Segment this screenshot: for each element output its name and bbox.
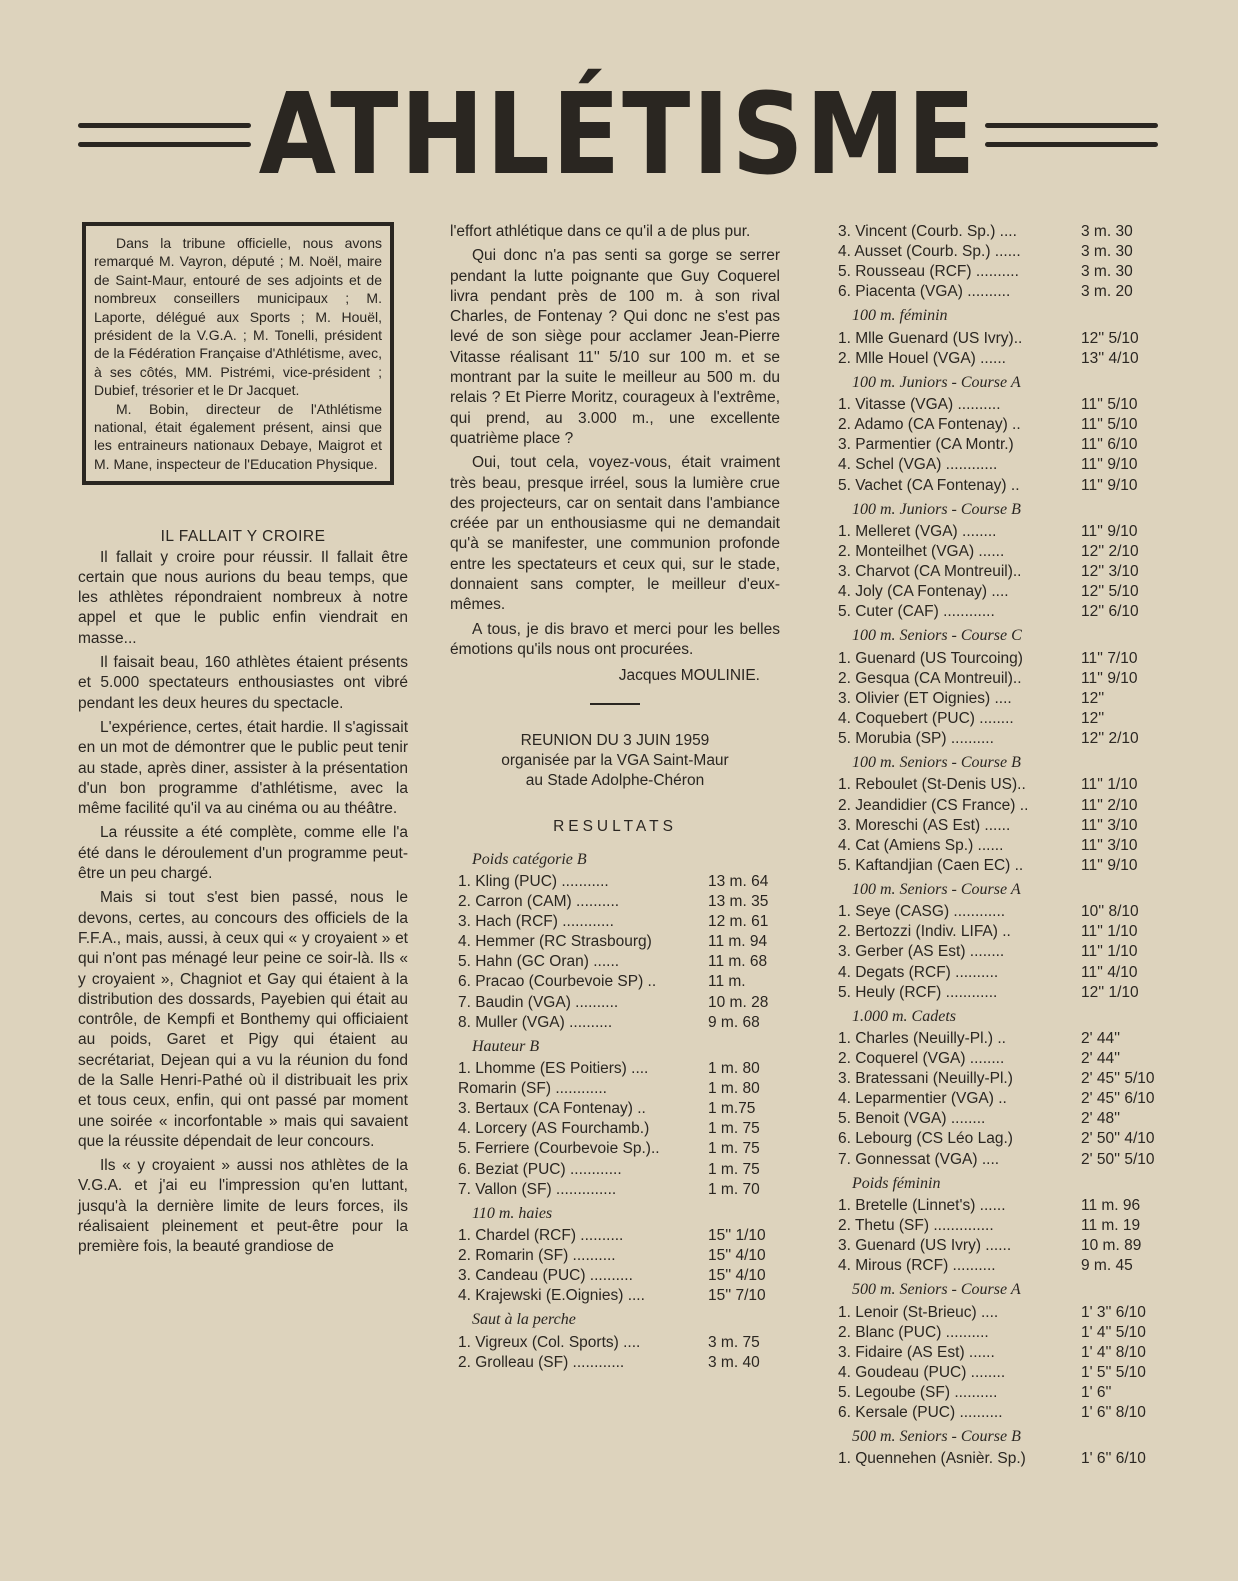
result-value: 15'' 7/10 [708,1287,766,1305]
athlete-name: 1. Kling (PUC) ........... [458,873,609,891]
athlete-name: 5. Hahn (GC Oran) ...... [458,953,620,971]
result-value: 11'' 3/10 [1081,816,1138,834]
result-row [838,689,1165,709]
result-value: 3 m. 20 [1081,283,1133,301]
results-list-column-2 [450,850,780,1373]
result-row [838,1403,1165,1423]
result-row [838,602,1165,622]
result-value: 15'' 1/10 [708,1227,766,1245]
athlete-name: 3. Bratessani (Neuilly-Pl.) [838,1070,1013,1088]
athlete-name: 1. Charles (Neuilly-Pl.) .. [838,1029,1006,1047]
athlete-name: 2. Carron (CAM) .......... [458,893,620,911]
result-value: 2' 44'' [1081,1050,1121,1068]
result-value: 12'' [1081,709,1105,727]
result-row [458,1353,780,1373]
result-value: 9 m. 68 [708,1013,760,1031]
result-value: 3 m. 30 [1081,263,1133,281]
result-row [838,983,1165,1003]
result-value: 1' 4'' 5/10 [1081,1323,1146,1341]
athlete-name: 3. Gerber (AS Est) ........ [838,943,1005,961]
result-value: 15'' 4/10 [708,1267,766,1285]
result-value: 12'' 6/10 [1081,603,1139,621]
athlete-name: 3. Guenard (US Ivry) ...... [838,1237,1012,1255]
result-row [838,242,1165,262]
athlete-name: 1. Quennehen (Asnièr. Sp.) [838,1450,1026,1468]
result-row [458,1099,780,1119]
result-section [830,649,1165,749]
athlete-name: 3. Parmentier (CA Montr.) [838,436,1014,454]
result-value: 11'' 1/10 [1081,943,1138,961]
result-row [838,1449,1165,1469]
result-section-title: 100 m. féminin [852,307,948,325]
result-value: 1' 6'' [1081,1383,1112,1401]
athlete-name: 5. Rousseau (RCF) .......... [838,263,1019,281]
athlete-name: 1. Reboulet (St-Denis US).. [838,776,1026,794]
result-value: 15'' 4/10 [708,1247,766,1265]
article-paragraph: La réussite a été complète, comme elle l'a été dans le déroulement d'un programme peut-être un peu chargé. [78,824,408,883]
result-row [458,993,780,1013]
athlete-name: 1. Vitasse (VGA) .......... [838,396,1001,414]
separator-rule [590,703,640,705]
result-value: 1 m. 70 [708,1180,760,1198]
result-row [838,669,1165,689]
result-row [838,1029,1165,1049]
athlete-name: 5. Benoit (VGA) ........ [838,1110,986,1128]
article-paragraph: l'effort athlétique dans ce qu'il a de plus pur. [450,223,751,240]
athlete-name: 2. Romarin (SF) .......... [458,1247,616,1265]
athlete-name: 1. Vigreux (Col. Sports) .... [458,1333,641,1351]
result-row [458,952,780,972]
result-row [838,856,1165,876]
athlete-name: 2. Gesqua (CA Montreuil).. [838,669,1022,687]
result-section-title: 100 m. Juniors - Course B [852,500,1021,518]
result-value: 1' 4'' 8/10 [1081,1343,1146,1361]
result-value: 1' 3'' 6/10 [1081,1303,1146,1321]
result-row [838,222,1165,242]
result-value: 3 m. 75 [708,1333,760,1351]
result-row [838,1303,1165,1323]
result-value: 12'' 5/10 [1081,583,1139,601]
athlete-name: Romarin (SF) ............ [458,1080,607,1098]
results-list-column-3 [830,222,1165,1470]
column-2 [450,222,780,1373]
result-row [458,1333,780,1353]
result-section [830,329,1165,369]
result-section [450,1226,780,1306]
result-row [838,836,1165,856]
article-heading: IL FALLAIT Y CROIRE [160,528,326,546]
athlete-name: 4. Goudeau (PUC) ........ [838,1363,1006,1381]
athlete-name: 3. Bertaux (CA Fontenay) .. [458,1100,646,1118]
result-row [838,1343,1165,1363]
result-section-title: 100 m. Seniors - Course C [852,627,1022,645]
result-row [458,1226,780,1246]
result-value: 11'' 5/10 [1081,396,1138,414]
result-row [838,542,1165,562]
meeting-line: REUNION DU 3 JUIN 1959 [520,731,710,749]
result-row [838,1109,1165,1129]
meeting-line: au Stade Adolphe-Chéron [525,772,705,790]
result-value: 3 m. 30 [1081,243,1133,261]
result-row [838,1196,1165,1216]
athlete-name: 3. Charvot (CA Montreuil).. [838,563,1022,581]
athlete-name: 2. Coquerel (VGA) ........ [838,1050,1005,1068]
result-value: 11 m. 19 [1081,1217,1141,1235]
result-row [838,349,1165,369]
result-row [838,395,1165,415]
athlete-name: 2. Grolleau (SF) ............ [458,1353,625,1371]
result-row [838,1129,1165,1149]
athlete-name: 2. Bertozzi (Indiv. LIFA) .. [838,923,1011,941]
athlete-name: 5. Legoube (SF) .......... [838,1383,998,1401]
athlete-name: 1. Bretelle (Linnet's) ...... [838,1196,1006,1214]
result-value: 10 m. 28 [708,993,769,1011]
results-title: RESULTATS [553,818,677,836]
result-row [458,1266,780,1286]
athlete-name: 2. Jeandidier (CS France) .. [838,796,1029,814]
result-row [458,1286,780,1306]
result-value: 11'' 3/10 [1081,836,1138,854]
result-section [830,1303,1165,1424]
article-paragraph: Mais si tout s'est bien passé, nous le devons, certes, au concours des officiels de la F.F.A., mais, aussi, à ceux qui « y croyaient » et qui n'ont pas ménagé leur peine ce soir-là. Ils « y croyaient », Chagniot et Gay qui étaient à la distribution des dossards, Payebien qui était au contrôle, de Kempfi et Bonthemy qui officiaient au poids, Garet et Pigy qui étaient au secrétariat, Dejean qui a vu la réunion du fond de la Salle Henri-Pathé où il distribuait les prix et tous ceux, enfin, qui ont passé par moment une soirée « incorfontable » mais qui savaient que la réussite dépendait de leur concours. [78,889,408,1150]
athlete-name: 1. Mlle Guenard (US Ivry).. [838,329,1023,347]
athlete-name: 8. Muller (VGA) .......... [458,1013,613,1031]
athlete-name: 6. Piacenta (VGA) .......... [838,283,1011,301]
athlete-name: 7. Vallon (SF) .............. [458,1180,617,1198]
athlete-name: 4. Leparmentier (VGA) .. [838,1090,1007,1108]
result-row [458,1160,780,1180]
result-row [838,729,1165,749]
article-paragraph: Il fallait y croire pour réussir. Il fallait être certain que nous aurions du beau temps, que les athlètes répondraient nombreux à notre appel et que le public enfin viendrait en masse... [78,548,408,647]
result-value: 12'' 1/10 [1081,983,1139,1001]
left-double-rule [78,123,251,147]
result-row [838,262,1165,282]
result-value: 2' 45'' 6/10 [1081,1090,1155,1108]
result-value: 1 m. 75 [708,1140,760,1158]
box-paragraph: M. Bobin, directeur de l'Athlétisme national, était également présent, ainsi que les entraineurs nationaux Debaye, Maigrot et M. Mane, inspecteur de l'Education Physique. [94,400,382,472]
result-value: 11'' 5/10 [1081,416,1138,434]
athlete-name: 1. Guenard (US Tourcoing) [838,649,1023,667]
page-title: ATHLÉTISME [258,68,978,200]
result-value: 10'' 8/10 [1081,903,1139,921]
result-section-title: 500 m. Seniors - Course B [852,1428,1021,1446]
result-row [838,902,1165,922]
athlete-name: 2. Blanc (PUC) .......... [838,1323,989,1341]
result-row [458,1079,780,1099]
result-section [830,775,1165,875]
result-section-title: 110 m. haies [472,1204,553,1222]
result-value: 12'' 2/10 [1081,543,1139,561]
result-value: 12'' 5/10 [1081,329,1139,347]
result-section-title: 100 m. Juniors - Course A [852,373,1021,391]
result-row [838,476,1165,496]
athlete-name: 5. Cuter (CAF) ............ [838,603,995,621]
result-value: 11 m. [708,973,746,991]
result-row [458,932,780,952]
result-row [458,892,780,912]
athlete-name: 3. Hach (RCF) ............ [458,913,614,931]
article-paragraph: Ils « y croyaient » aussi nos athlètes de la V.G.A. et j'ai eu l'impression qu'en luttant, jusqu'à la dernière limite de leurs forces, ils réalisaient pleinement et peut-être pour la première fois, la beauté grandiose de [78,1157,408,1256]
result-value: 2' 50'' 5/10 [1081,1150,1155,1168]
athlete-name: 7. Gonnessat (VGA) .... [838,1150,1000,1168]
athlete-name: 1. Lhomme (ES Poitiers) .... [458,1060,649,1078]
result-value: 11'' 9/10 [1081,456,1138,474]
result-value: 1 m. 75 [708,1160,760,1178]
athlete-name: 2. Mlle Houel (VGA) ...... [838,349,1006,367]
article-paragraph: L'expérience, certes, était hardie. Il s'agissait en un mot de démontrer que le public peut tenir au stade, après diner, assister à la présentation d'un bon programme d'athlétisme, avec la même facilité qu'il va au cinéma ou au théâtre. [78,718,408,818]
result-row [838,435,1165,455]
result-row [458,1246,780,1266]
athlete-name: 1. Seye (CASG) ............ [838,903,1006,921]
result-value: 11'' 4/10 [1081,963,1138,981]
article-paragraph: Il faisait beau, 160 athlètes étaient présents et 5.000 spectateurs enthousiastes ont vibré pendant les deux heures du spectacle. [78,654,408,712]
result-value: 12 m. 61 [708,913,769,931]
result-section [830,522,1165,622]
athlete-name: 4. Cat (Amiens Sp.) ...... [838,836,1004,854]
athlete-name: 5. Heuly (RCF) ............ [838,983,998,1001]
result-value: 3 m. 40 [708,1353,760,1371]
result-section [830,395,1165,495]
result-value: 2' 50'' 4/10 [1081,1130,1155,1148]
result-value: 1' 6'' 8/10 [1081,1404,1146,1422]
result-row [458,972,780,992]
result-section [830,1029,1165,1170]
result-row [838,649,1165,669]
result-row [838,455,1165,475]
result-row [458,1013,780,1033]
result-row [838,1150,1165,1170]
result-value: 12'' 3/10 [1081,563,1139,581]
result-row [838,709,1165,729]
result-value: 1 m. 80 [708,1080,760,1098]
result-value: 11'' 2/10 [1081,796,1138,814]
athlete-name: 4. Coquebert (PUC) ........ [838,709,1014,727]
headline [78,68,1158,200]
result-value: 1 m. 75 [708,1120,760,1138]
result-row [838,522,1165,542]
athlete-name: 1. Chardel (RCF) .......... [458,1227,624,1245]
result-row [458,1119,780,1139]
result-row [838,775,1165,795]
result-value: 1' 5'' 5/10 [1081,1363,1146,1381]
athlete-name: 6. Kersale (PUC) .......... [838,1404,1003,1422]
result-row [838,1049,1165,1069]
athlete-name: 3. Vincent (Courb. Sp.) .... [838,223,1017,240]
result-row [838,796,1165,816]
athlete-name: 2. Monteilhet (VGA) ...... [838,543,1005,561]
result-row [838,562,1165,582]
athlete-name: 5. Ferriere (Courbevoie Sp.).. [458,1140,660,1158]
meeting-line: organisée par la VGA Saint-Maur [501,751,729,769]
official-guests-box [82,222,394,485]
result-section-title: Hauteur B [472,1037,540,1055]
athlete-name: 4. Schel (VGA) ............ [838,456,998,474]
result-value: 3 m. 30 [1081,223,1133,240]
result-section-title: 1.000 m. Cadets [852,1007,956,1025]
result-value: 1' 6'' 6/10 [1081,1450,1146,1468]
result-row [458,1180,780,1200]
result-value: 13 m. 64 [708,873,769,891]
article-paragraph: A tous, je dis bravo et merci pour les belles émotions qu'ils nous ont procurées. [450,620,780,658]
result-row [838,1236,1165,1256]
author-signature: Jacques MOULINIE. [618,667,760,685]
athlete-name: 4. Joly (CA Fontenay) .... [838,583,1009,601]
athlete-name: 7. Baudin (VGA) .......... [458,993,619,1011]
athlete-name: 4. Krajewski (E.Oignies) .... [458,1287,645,1305]
result-value: 9 m. 45 [1081,1257,1133,1275]
result-row [458,872,780,892]
result-row [838,1363,1165,1383]
athlete-name: 6. Beziat (PUC) ............ [458,1160,622,1178]
result-row [458,912,780,932]
athlete-name: 4. Lorcery (AS Fourchamb.) [458,1120,650,1138]
result-section [830,222,1165,302]
result-section [830,902,1165,1002]
result-row [838,1069,1165,1089]
result-section [450,872,780,1033]
athlete-name: 4. Ausset (Courb. Sp.) ...... [838,243,1021,261]
result-section-title: 500 m. Seniors - Course A [852,1281,1021,1299]
result-row [838,816,1165,836]
result-row [838,1216,1165,1236]
result-row [838,415,1165,435]
athlete-name: 5. Vachet (CA Fontenay) .. [838,476,1020,494]
athlete-name: 1. Melleret (VGA) ........ [838,522,997,540]
result-value: 13 m. 35 [708,893,769,911]
result-value: 11 m. 68 [708,953,768,971]
result-value: 10 m. 89 [1081,1237,1142,1255]
result-value: 13'' 4/10 [1081,349,1139,367]
result-row [838,582,1165,602]
result-section [830,1449,1165,1469]
result-section [450,1059,780,1200]
result-row [458,1139,780,1159]
result-row [838,922,1165,942]
athlete-name: 4. Degats (RCF) .......... [838,963,999,981]
result-row [838,1256,1165,1276]
result-value: 11 m. 96 [1081,1196,1141,1214]
result-row [838,282,1165,302]
result-row [838,963,1165,983]
athlete-name: 2. Adamo (CA Fontenay) .. [838,416,1021,434]
athlete-name: 3. Moreschi (AS Est) ...... [838,816,1011,834]
athlete-name: 6. Pracao (Courbevoie SP) .. [458,973,657,991]
athlete-name: 3. Candeau (PUC) .......... [458,1267,633,1285]
athlete-name: 4. Hemmer (RC Strasbourg) [458,933,652,951]
result-value: 11'' 9/10 [1081,856,1138,874]
result-value: 1 m. 80 [708,1060,760,1078]
result-value: 11'' 7/10 [1081,649,1138,667]
box-paragraph: Dans la tribune officielle, nous avons remarqué M. Vayron, député ; M. Noël, maire de Saint-Maur, entouré de ses adjoints et de nombreux conseillers municipaux ; M. Laporte, délégué aux Sports ; M. Houël, président de la V.G.A. ; M. Tonelli, président de la Fédération Française d'Athlétisme, avec, à ses côtés, MM. Pistrémi, vice-président ; Dubief, trésorier et le Dr Jacquet. [94,235,382,399]
result-section [450,1333,780,1373]
athlete-name: 2. Thetu (SF) .............. [838,1217,994,1235]
result-row [838,1323,1165,1343]
result-row [458,1059,780,1079]
result-section-title: Poids féminin [852,1174,941,1192]
result-value: 12'' 2/10 [1081,730,1139,748]
result-value: 11'' 9/10 [1081,522,1138,540]
result-value: 11'' 1/10 [1081,776,1138,794]
result-value: 2' 44'' [1081,1029,1121,1047]
result-value: 11'' 9/10 [1081,669,1138,687]
result-section [830,1196,1165,1276]
result-value: 2' 45'' 5/10 [1081,1070,1155,1088]
result-value: 11'' 9/10 [1081,476,1138,494]
result-value: 1 m.75 [708,1100,756,1118]
result-value: 11 m. 94 [708,933,768,951]
result-section-title: Poids catégorie B [472,850,587,868]
athlete-name: 3. Fidaire (AS Est) ...... [838,1343,995,1361]
result-section-title: 100 m. Seniors - Course A [852,880,1021,898]
right-double-rule [985,123,1158,147]
result-row [838,942,1165,962]
article-paragraph: Oui, tout cela, voyez-vous, était vraiment très beau, presque irréel, sous la lumière crue des projecteurs, car on sentait dans l'ambiance créée par un enthousiasme qui ne demandait qu'à se manifester, une communion profonde entre les spectateurs et ceux qui, sur le stade, donnaient sans compter, le meilleur d'eux-mêmes. [450,454,780,614]
result-row [838,1383,1165,1403]
athlete-name: 5. Kaftandjian (Caen EC) .. [838,856,1024,874]
result-value: 12'' [1081,689,1105,707]
result-value: 2' 48'' [1081,1110,1121,1128]
result-section-title: 100 m. Seniors - Course B [852,754,1021,772]
athlete-name: 4. Mirous (RCF) .......... [838,1257,996,1275]
article-paragraph: Qui donc n'a pas senti sa gorge se serrer pendant la lutte poignante que Guy Coquerel livra pendant près de 100 m. à son rival Charles, de Fontenay ? Qui donc ne s'est pas levé de son siège pour acclamer Jean-Pierre Vitasse réalisant 11'' 5/10 sur 100 m. et se montrant par la suite le meilleur au 500 m. du relais ? Et Pierre Moritz, courageux à l'extrême, qui prend, au 3.000 m., une excellente quatrième place ? [450,247,780,447]
athlete-name: 1. Lenoir (St-Brieuc) .... [838,1303,999,1321]
result-section-title: Saut à la perche [472,1311,576,1329]
result-row [838,1089,1165,1109]
athlete-name: 5. Morubia (SP) .......... [838,730,994,748]
athlete-name: 6. Lebourg (CS Léo Lag.) [838,1130,1013,1148]
result-row [838,329,1165,349]
athlete-name: 3. Olivier (ET Oignies) .... [838,689,1012,707]
column-3 [830,222,1165,1470]
result-value: 11'' 6/10 [1081,436,1138,454]
result-value: 11'' 1/10 [1081,923,1138,941]
column-1 [78,222,408,1262]
